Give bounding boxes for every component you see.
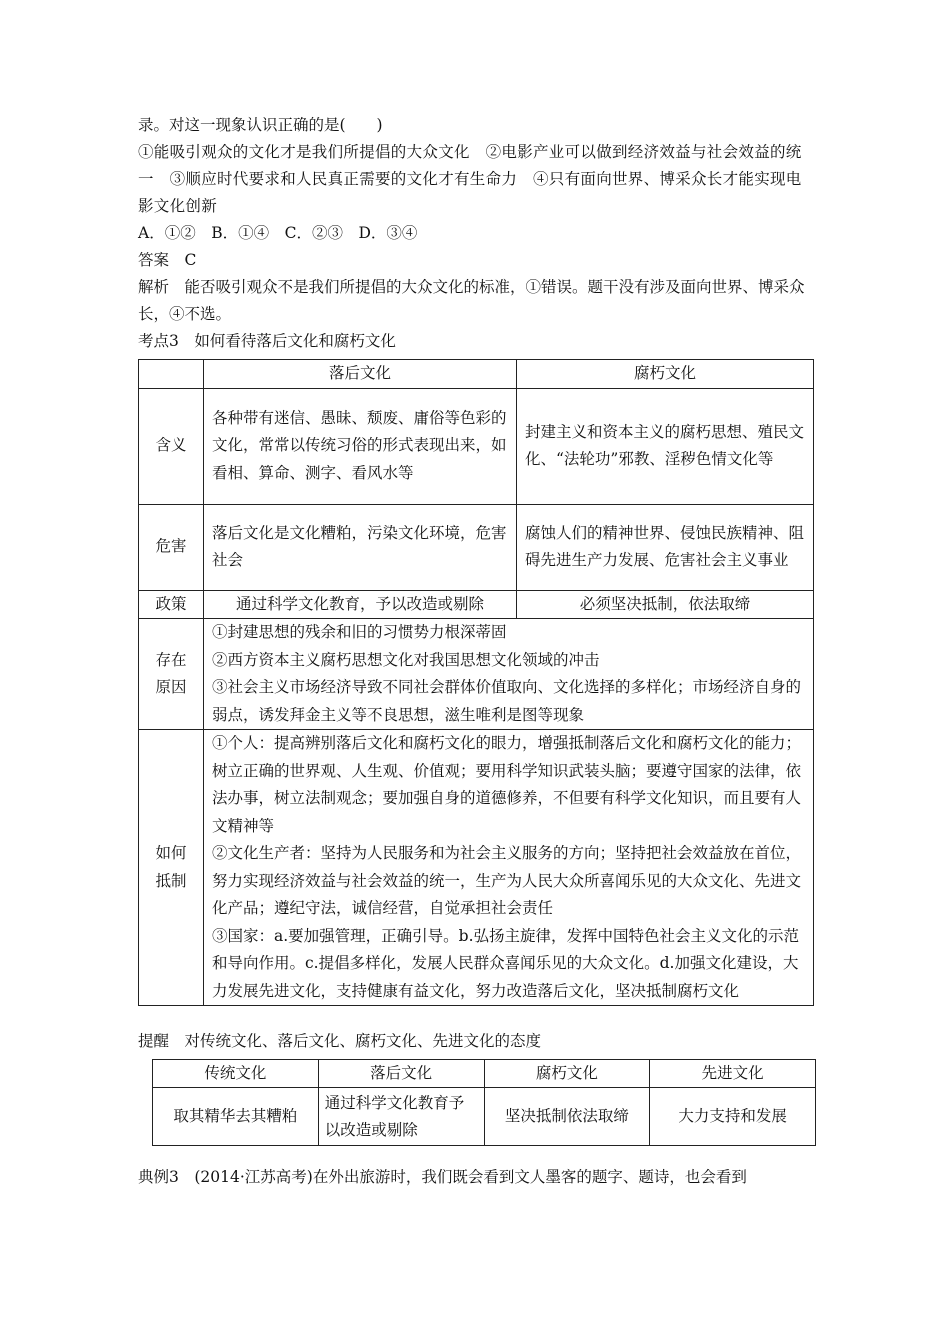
cell-decadent-harm: 腐蚀人们的精神世界、侵蚀民族精神、阻碍先进生产力发展、危害社会主义事业 [517,504,814,590]
table-row-harm [139,504,814,590]
resist-item: ①个人：提高辨别落后文化和腐朽文化的眼力，增强抵制落后文化和腐朽文化的能力；树立正确的世界观、人生观、价值观；要用科学知识武装头脑；要遵守国家的法律，依法办事，树立法制观念；要加强自身的道德修养，不但要有科学文化知识，而且要有人文精神等 [212,734,802,835]
cell-decadent-meaning: 封建主义和资本主义的腐朽思想、殖民文化、“法轮功”邪教、淫秽色情文化等 [517,388,814,504]
attitude-header-row [153,1060,816,1088]
cell-backward-policy: 通过科学文化教育，予以改造或剔除 [204,590,517,619]
row-label-causes [139,619,204,730]
row-label-resist-line2: 抵制 [155,871,187,890]
header-empty-cell [139,360,204,389]
answer-choices: A．①② B．①④ C．②③ D．③④ [138,224,418,242]
cause-item: ②西方资本主义腐朽思想文化对我国思想文化领域的冲击 [212,650,600,669]
cause-item: ①封建思想的残余和旧的习惯势力根深蒂固 [212,623,507,641]
question-stem-tail: 录。对这一现象认识正确的是( ) [138,116,383,134]
attitude-value-row [153,1088,816,1146]
attitude-value-traditional: 取其精华去其糟粕 [153,1088,319,1146]
resist-item: ③国家：a.要加强管理，正确引导。b.弘扬主旋律，发挥中国特色社会主义文化的示范和导向作用。c.提倡多样化，发展人民群众喜闻乐见的大众文化。d.加强文化建设，大力发展先进文化，支持健康有益文化，努力改造落后文化，坚决抵制腐朽文化 [212,926,800,1000]
row-label-causes-line1: 存在 [155,650,187,669]
row-label-policy: 政策 [139,590,204,619]
cell-decadent-policy: 必须坚决抵制，依法取缔 [517,590,814,619]
cell-backward-harm: 落后文化是文化糟粕，污染文化环境，危害社会 [204,504,517,590]
table-row-resist [139,730,814,1006]
table-row-policy [139,590,814,619]
question-options-text: ①能吸引观众的文化才是我们所提倡的大众文化 ②电影产业可以做到经济效益与社会效益的统一 ③顺应时代要求和人民真正需要的文化才有生命力 ④只有面向世界、博采众长才能实现电影文化创新 [138,143,802,215]
row-label-harm: 危害 [139,504,204,590]
culture-comparison-table [138,359,814,1006]
row-label-causes-line2: 原因 [155,678,187,696]
row-label-meaning: 含义 [139,388,204,504]
attitude-header-backward: 落后文化 [318,1060,484,1088]
row-label-resist-line1: 如何 [155,844,187,862]
reminder-title: 提醒 对传统文化、落后文化、腐朽文化、先进文化的态度 [138,1032,542,1050]
attitude-value-backward: 通过科学文化教育予以改造或剔除 [318,1088,484,1146]
table-row-meaning [139,388,814,504]
header-backward-culture: 落后文化 [204,360,517,389]
table-header-row [139,360,814,389]
attitude-header-advanced: 先进文化 [650,1060,816,1088]
attitude-header-decadent: 腐朽文化 [484,1060,650,1088]
document-page [138,112,814,1191]
cell-resist [204,730,814,1006]
example-text: 典例3 (2014·江苏高考)在外出旅游时，我们既会看到文人墨客的题字、题诗，也会看到 [138,1168,747,1186]
table-row-causes [139,619,814,730]
section-title: 考点3 如何看待落后文化和腐朽文化 [138,332,396,350]
row-label-resist [139,730,204,1006]
header-decadent-culture: 腐朽文化 [517,360,814,389]
attitude-value-decadent: 坚决抵制依法取缔 [484,1088,650,1146]
cell-backward-meaning: 各种带有迷信、愚昧、颓废、庸俗等色彩的文化，常常以传统习俗的形式表现出来，如看相、算命、测字、看风水等 [204,388,517,504]
attitude-header-traditional: 传统文化 [153,1060,319,1088]
resist-item: ②文化生产者：坚持为人民服务和为社会主义服务的方向；坚持把社会效益放在首位，努力实现经济效益与社会效益的统一，生产为人民大众所喜闻乐见的大众文化、先进文化产品；遵纪守法，诚信经营，自觉承担社会责任 [212,844,802,917]
analysis-text: 解析 能否吸引观众不是我们所提倡的大众文化的标准，①错误。题干没有涉及面向世界、博采众长，④不选。 [138,278,805,323]
attitude-value-advanced: 大力支持和发展 [650,1088,816,1146]
attitude-table [152,1059,816,1146]
answer-line: 答案 C [138,251,197,269]
cause-item: ③社会主义市场经济导致不同社会群体价值取向、文化选择的多样化；市场经济自身的弱点，诱发拜金主义等不良思想，滋生唯利是图等现象 [212,678,802,724]
cell-causes [204,619,814,730]
